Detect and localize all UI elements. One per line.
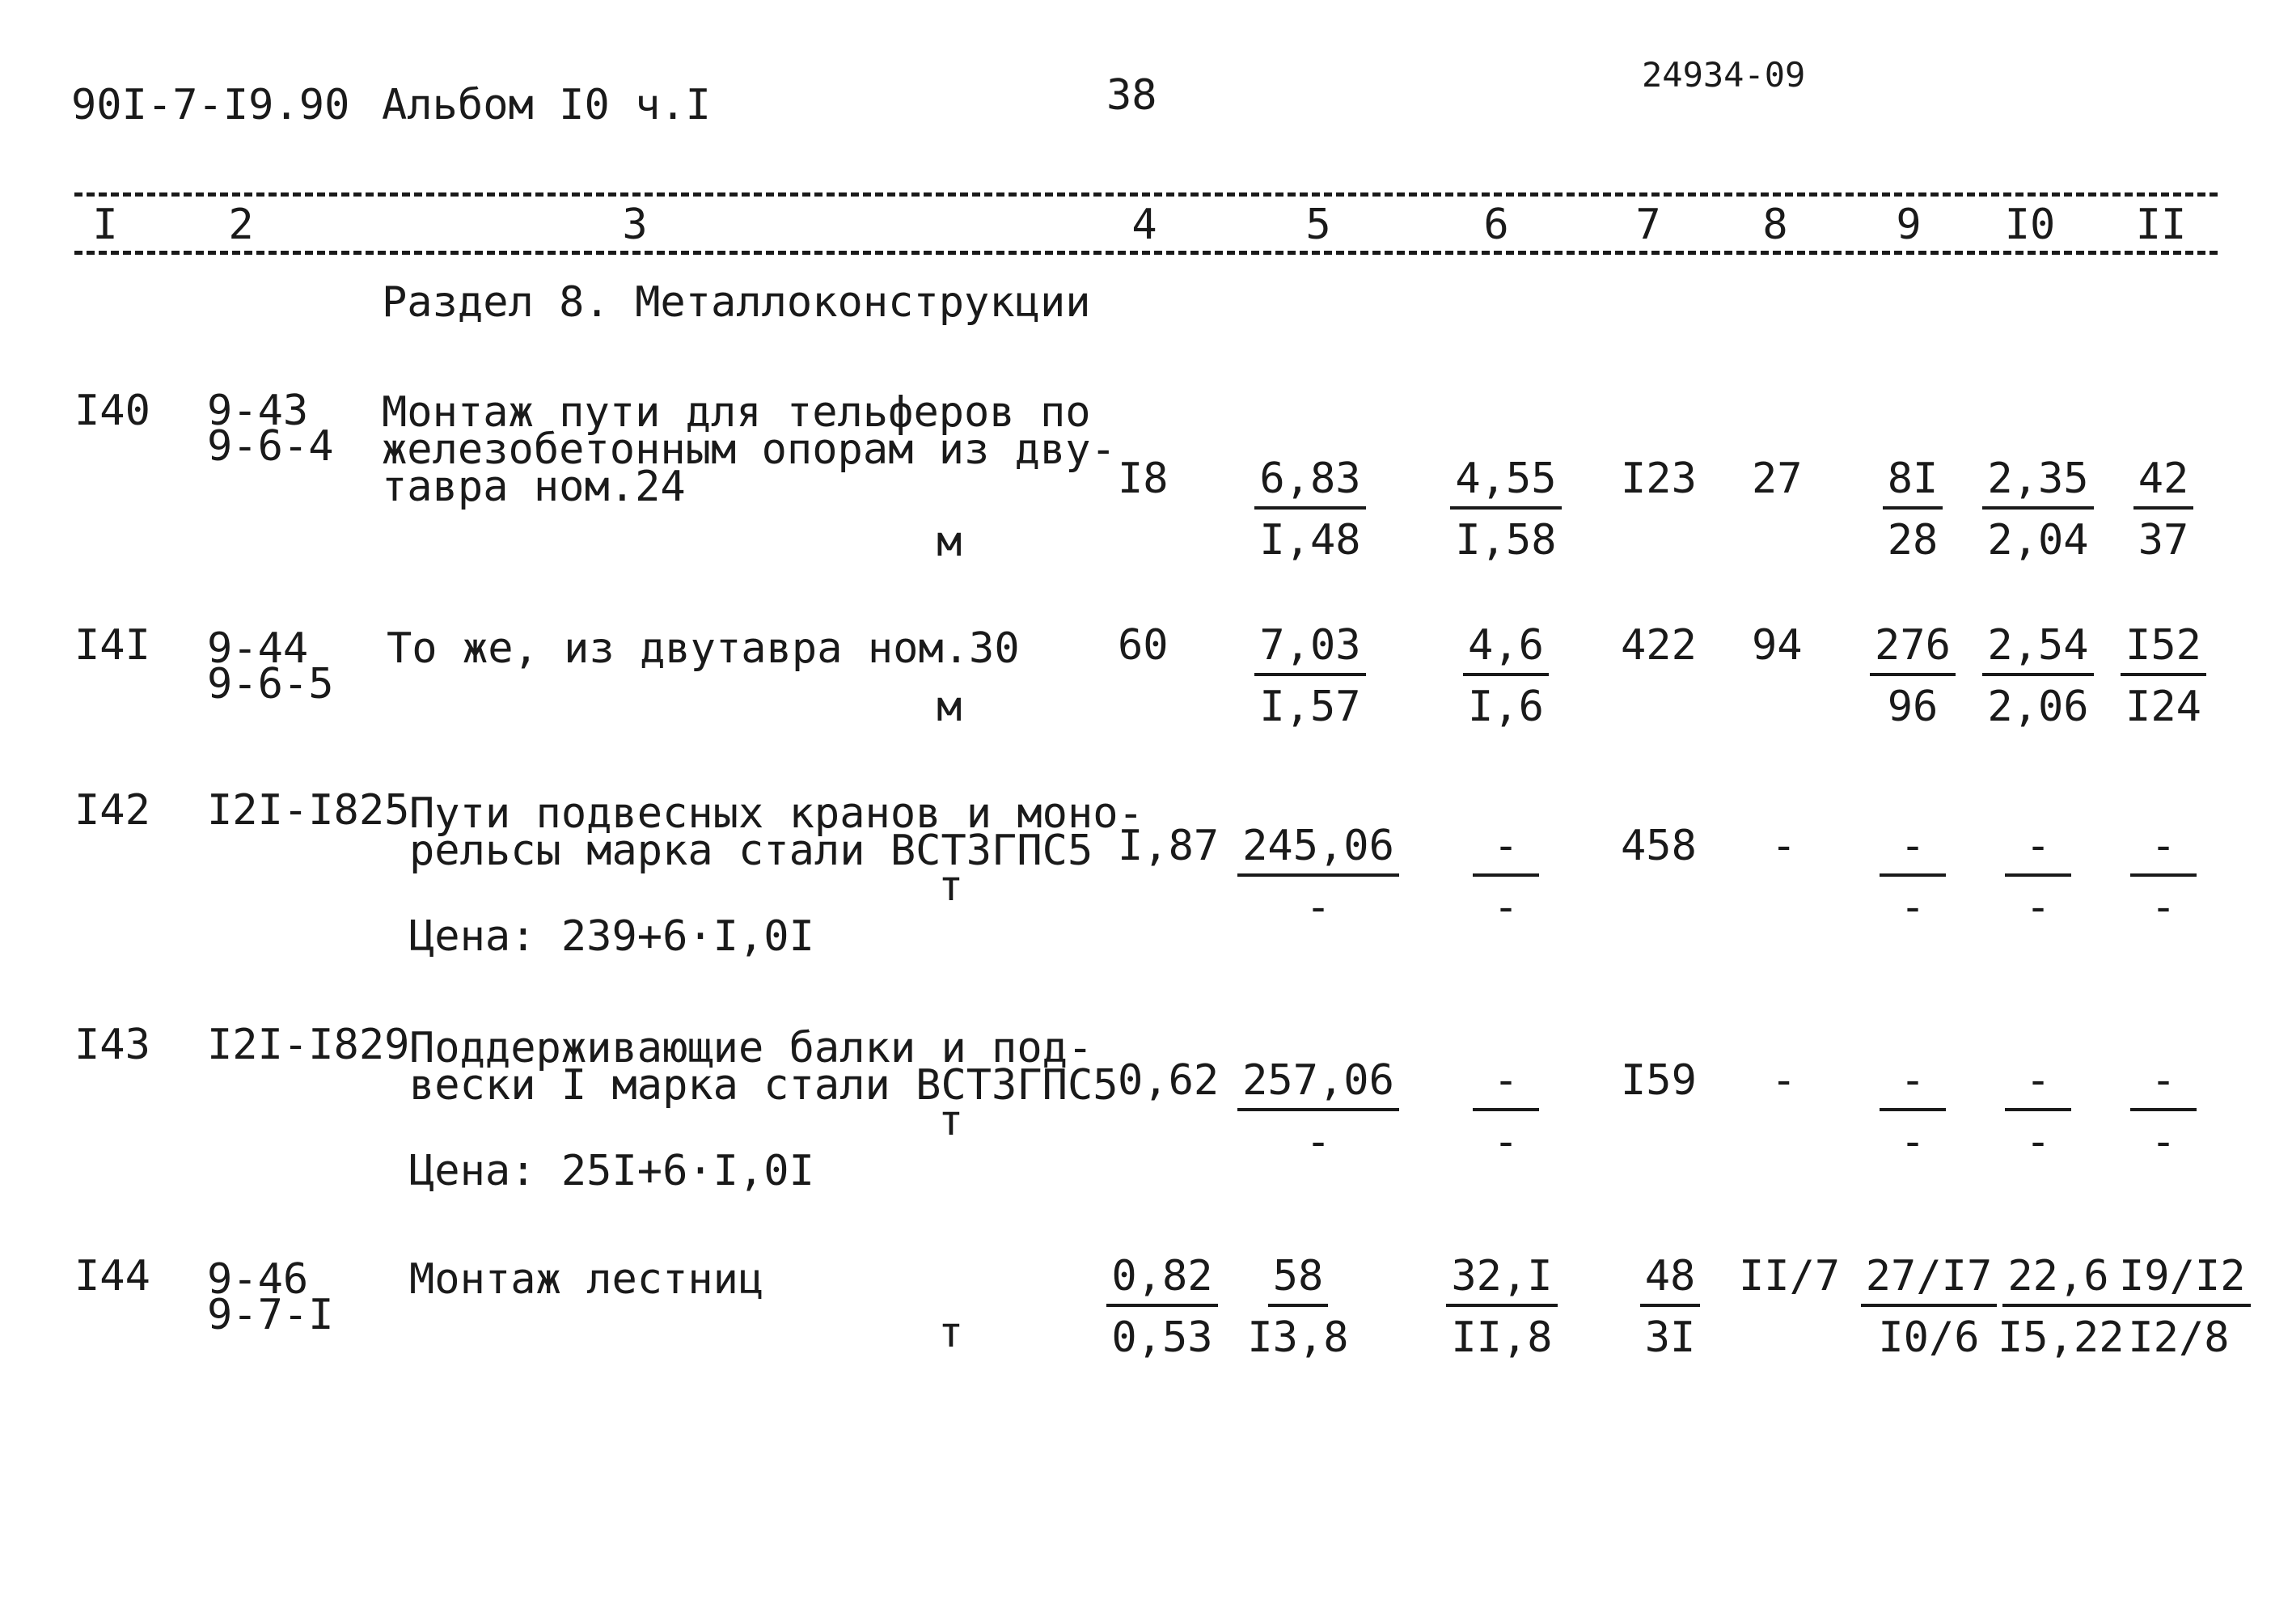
col-header-3: 3	[622, 201, 648, 249]
column-10-value: 2,54	[1982, 624, 2093, 676]
quantity-fraction	[1102, 1252, 1223, 1362]
unit: м	[937, 683, 962, 731]
col-header-7: 7	[1635, 201, 1661, 249]
column-10-secondary: 2,06	[1987, 683, 2089, 731]
section-title: Раздел 8. Металлоконструкции	[382, 278, 1091, 327]
inventory-number: 24934-09	[1642, 55, 1806, 95]
quantity: 0,62	[1118, 1056, 1220, 1105]
cost-fraction	[1237, 1056, 1399, 1166]
cost-wages: -	[1305, 883, 1331, 932]
column-10-secondary: 2,04	[1987, 516, 2089, 565]
column-7-value: 458	[1621, 822, 1697, 870]
column-10-fraction	[1973, 1056, 2103, 1166]
column-11-fraction	[2103, 822, 2224, 932]
header-rule-top	[74, 192, 2218, 197]
cost-fraction	[1237, 455, 1383, 565]
column-10-value: -	[2005, 825, 2071, 877]
total-cost-wages: -	[1493, 1118, 1519, 1166]
norm-code-secondary: 9-6-5	[207, 660, 334, 708]
unit: м	[937, 518, 962, 566]
column-11-fraction	[2103, 621, 2224, 731]
work-description: Монтаж лестниц	[409, 1255, 764, 1304]
cost-value: 245,06	[1237, 825, 1399, 877]
column-7-value: 48	[1640, 1255, 1701, 1307]
work-description: Поддерживающие балки и под-	[409, 1024, 1093, 1072]
column-7-value: 422	[1621, 621, 1697, 670]
cost-wages: I,57	[1259, 683, 1361, 731]
quantity-value: 0,82	[1106, 1255, 1217, 1307]
column-11-fraction	[2103, 1056, 2224, 1166]
quantity: 60	[1118, 621, 1169, 670]
column-9-secondary: 96	[1887, 683, 1939, 731]
work-description: вески I марка стали ВСТЗГПС5	[409, 1061, 1119, 1110]
total-cost-fraction	[1433, 1056, 1579, 1166]
column-10-secondary: -	[2025, 883, 2051, 932]
column-9-value: 276	[1870, 624, 1956, 676]
column-7-secondary: 3I	[1644, 1313, 1696, 1362]
row-number: I44	[74, 1252, 150, 1300]
column-11-secondary: I24	[2125, 683, 2201, 731]
unit: т	[938, 1097, 964, 1145]
column-9-value: 27/I7	[1861, 1255, 1998, 1307]
norm-code-secondary: 9-6-4	[207, 422, 334, 471]
total-cost-fraction	[1433, 455, 1579, 565]
column-10-value: 22,6	[2002, 1255, 2113, 1307]
total-cost-value: 32,I	[1446, 1255, 1557, 1307]
cost-wages: -	[1305, 1118, 1331, 1166]
total-cost-wages: I,58	[1455, 516, 1557, 565]
norm-code: I2I-I825	[207, 786, 410, 835]
col-header-2: 2	[228, 201, 254, 249]
column-11-fraction	[2103, 455, 2224, 565]
column-11-value: -	[2130, 825, 2197, 877]
work-description: рельсы марка стали ВСТЗГПС5	[409, 827, 1093, 875]
row-number: I4I	[74, 621, 150, 670]
column-10-fraction	[1998, 1252, 2125, 1362]
column-10-secondary: I5,22	[1998, 1313, 2125, 1362]
norm-code: 9-43	[207, 387, 309, 435]
cost-fraction	[1237, 621, 1383, 731]
total-cost-wages: II,8	[1451, 1313, 1553, 1362]
column-9-value: -	[1880, 1059, 1946, 1111]
column-11-secondary: -	[2150, 1118, 2176, 1166]
column-9-secondary: 28	[1887, 516, 1939, 565]
total-cost-fraction	[1433, 822, 1579, 932]
column-9-secondary: -	[1900, 883, 1926, 932]
column-9-value: -	[1880, 825, 1946, 877]
page-number: 38	[1106, 71, 1157, 120]
row-number: I40	[74, 387, 150, 435]
work-description: Пути подвесных кранов и моно-	[409, 789, 1144, 838]
cost-value: 58	[1268, 1255, 1329, 1307]
column-10-value: 2,35	[1982, 458, 2093, 510]
norm-code: I2I-I829	[207, 1021, 410, 1069]
row-number: I43	[74, 1021, 150, 1069]
column-9-fraction	[1860, 1252, 1998, 1362]
column-11-value: I9/I2	[2114, 1255, 2251, 1307]
column-11-value: 42	[2133, 458, 2194, 510]
column-11-secondary: I2/8	[2128, 1313, 2230, 1362]
column-11-value: I52	[2121, 624, 2206, 676]
quantity-secondary: 0,53	[1111, 1313, 1213, 1362]
column-8-value: -	[1771, 822, 1797, 870]
cost-fraction	[1237, 822, 1399, 932]
cost-fraction	[1245, 1252, 1351, 1362]
column-9-fraction	[1852, 822, 1973, 932]
album-label: Альбом I0 ч.I	[382, 81, 711, 129]
total-cost-value: -	[1473, 1059, 1539, 1111]
col-header-4: 4	[1131, 201, 1157, 249]
cost-value: 6,83	[1254, 458, 1365, 510]
norm-code: 9-46	[207, 1255, 309, 1304]
column-9-secondary: I0/6	[1878, 1313, 1980, 1362]
total-cost-wages: -	[1493, 883, 1519, 932]
column-9-secondary: -	[1900, 1118, 1926, 1166]
column-7-fraction	[1626, 1252, 1715, 1362]
cost-value: 7,03	[1254, 624, 1365, 676]
column-9-fraction	[1852, 455, 1973, 565]
norm-code-secondary: 9-7-I	[207, 1291, 334, 1339]
total-cost-value: -	[1473, 825, 1539, 877]
quantity: I8	[1118, 455, 1169, 503]
column-11-value: -	[2130, 1059, 2197, 1111]
column-9-value: 8I	[1883, 458, 1943, 510]
col-header-10: I0	[2004, 201, 2056, 249]
column-11-secondary: -	[2150, 883, 2176, 932]
total-cost-fraction	[1433, 621, 1579, 731]
unit: т	[938, 1309, 964, 1357]
column-9-fraction	[1852, 1056, 1973, 1166]
document-code: 90I-7-I9.90	[71, 81, 350, 129]
total-cost-value: 4,55	[1450, 458, 1561, 510]
total-cost-wages: I,6	[1468, 683, 1544, 731]
header-rule-bottom	[74, 251, 2218, 255]
column-11-fraction	[2114, 1252, 2246, 1362]
column-10-value: -	[2005, 1059, 2071, 1111]
col-header-9: 9	[1896, 201, 1922, 249]
row-number: I42	[74, 786, 150, 835]
total-cost-value: 4,6	[1463, 624, 1549, 676]
column-8-value: 27	[1752, 455, 1803, 503]
column-9-fraction	[1852, 621, 1973, 731]
cost-wages: I3,8	[1247, 1313, 1349, 1362]
norm-code: 9-44	[207, 624, 309, 673]
col-header-1: I	[92, 201, 118, 249]
total-cost-fraction	[1441, 1252, 1563, 1362]
column-8-value: -	[1771, 1056, 1797, 1105]
work-description: То же, из двутавра ном.30	[387, 624, 1020, 673]
work-description: Монтаж пути для тельферов по	[382, 388, 1091, 437]
work-description: железобетонным опорам из дву-	[382, 425, 1116, 474]
column-10-fraction	[1973, 822, 2103, 932]
col-header-11: II	[2135, 201, 2187, 249]
column-10-fraction	[1973, 455, 2103, 565]
column-7-value: I23	[1621, 455, 1697, 503]
column-11-secondary: 37	[2138, 516, 2189, 565]
column-7-value: I59	[1621, 1056, 1697, 1105]
col-header-5: 5	[1305, 201, 1331, 249]
cost-wages: I,48	[1259, 516, 1361, 565]
unit: т	[938, 862, 964, 911]
price-note: Цена: 239+6·I,0I	[409, 912, 814, 961]
col-header-8: 8	[1762, 201, 1788, 249]
column-10-secondary: -	[2025, 1118, 2051, 1166]
column-8-value: 94	[1752, 621, 1803, 670]
price-note: Цена: 25I+6·I,0I	[409, 1147, 814, 1195]
cost-value: 257,06	[1237, 1059, 1399, 1111]
column-10-fraction	[1973, 621, 2103, 731]
column-8-value: II/7	[1739, 1252, 1841, 1300]
work-description: тавра ном.24	[382, 463, 686, 511]
col-header-6: 6	[1483, 201, 1509, 249]
quantity: I,87	[1118, 822, 1220, 870]
